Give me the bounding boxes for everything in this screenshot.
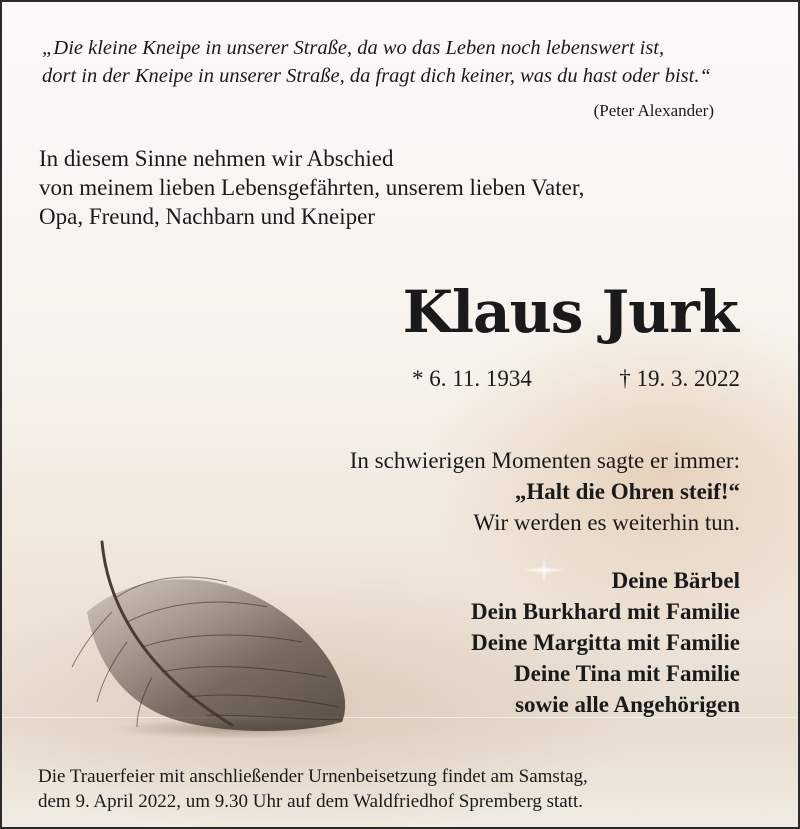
intro-line-3: Opa, Freund, Nachbarn und Kneiper — [39, 204, 375, 229]
opening-quote — [42, 34, 772, 90]
mourner-1: Deine Bärbel — [611, 568, 740, 593]
death-date: † 19. 3. 2022 — [619, 366, 740, 391]
mourner-4: Deine Tina mit Familie — [514, 661, 740, 686]
quote-line-2: dort in der Kneipe in unserer Straße, da fragt dich keiner, was du hast oder bist.“ — [42, 65, 711, 87]
saying-intro: In schwierigen Momenten sagte er immer: — [349, 448, 740, 473]
deceased-name: Klaus Jurk — [402, 278, 738, 346]
intro-line-1: In diesem Sinne nehmen wir Abschied — [39, 146, 394, 171]
mourner-2: Dein Burkhard mit Familie — [471, 599, 740, 624]
mourner-5: sowie alle Angehörigen — [515, 692, 740, 717]
mourners-list — [471, 565, 740, 720]
saying-block — [350, 445, 740, 538]
feather-icon — [57, 537, 387, 752]
footer-line-1: Die Trauerfeier mit anschließender Urnenbeisetzung findet am Samstag, — [38, 766, 588, 787]
quote-author: (Peter Alexander) — [593, 101, 714, 120]
mourner-3: Deine Margitta mit Familie — [471, 630, 740, 655]
saying-quote: „Halt die Ohren steif!“ — [514, 479, 740, 504]
quote-line-1: „Die kleine Kneipe in unserer Straße, da wo das Leben noch lebenswert ist, — [42, 37, 665, 59]
birth-date: * 6. 11. 1934 — [412, 366, 532, 391]
farewell-intro — [39, 144, 739, 231]
intro-line-2: von meinem lieben Lebensgefährten, unserem lieben Vater, — [39, 175, 585, 200]
saying-outro: Wir werden es weiterhin tun. — [473, 510, 740, 535]
footer-line-2: dem 9. April 2022, um 9.30 Uhr auf dem Waldfriedhof Spremberg statt. — [38, 791, 583, 812]
funeral-notice — [38, 764, 778, 814]
